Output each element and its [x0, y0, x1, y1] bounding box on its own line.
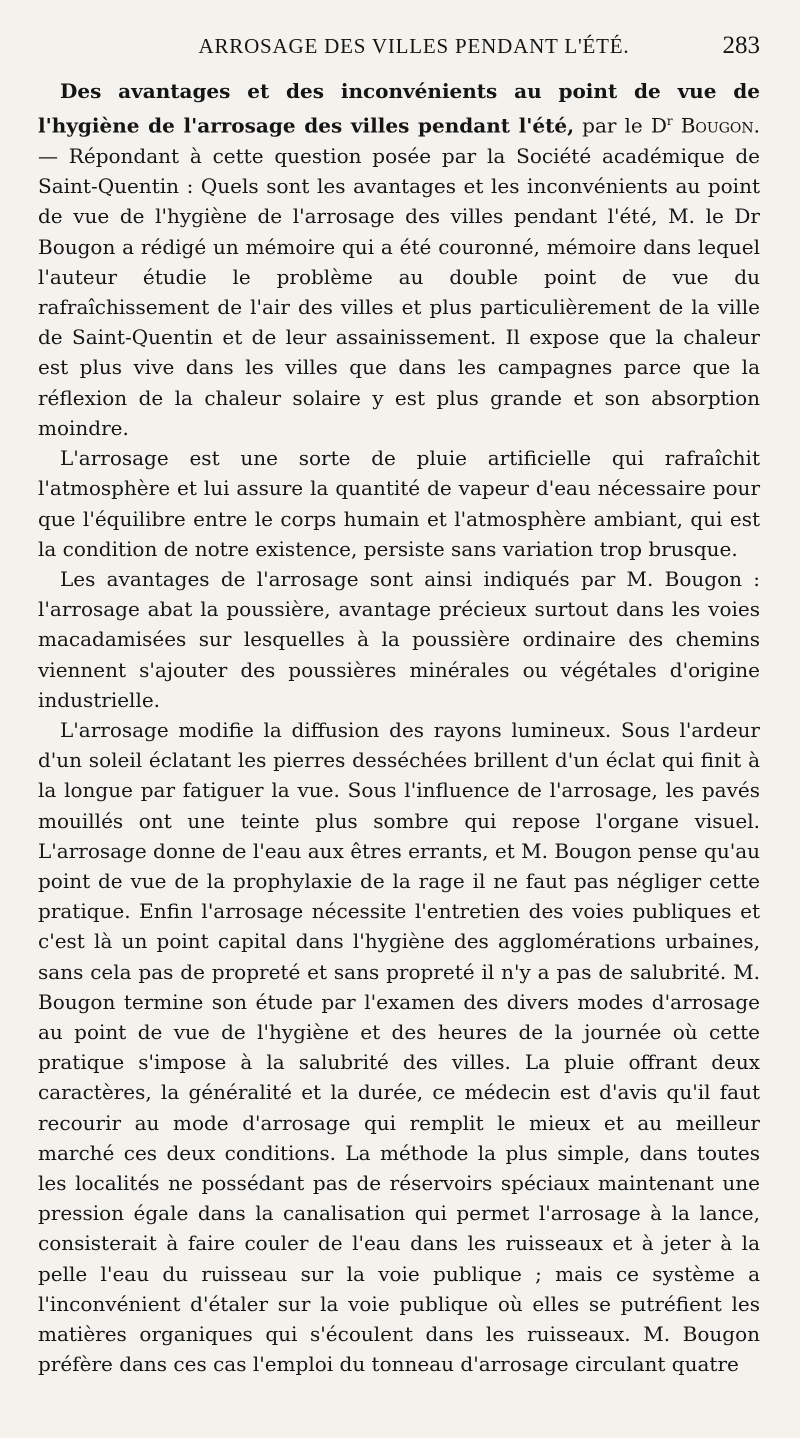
- article-body: [38, 76, 760, 1379]
- page-header: [38, 32, 760, 76]
- byline-prefix: par le D: [574, 113, 667, 138]
- article-paragraph-3: Les avantages de l'arrosage sont ainsi indiqués par M. Bougon : l'arrosage abat la poussière, avantage précieux surtout dans les voies macadamisées sur lesquelles à la poussière ordinaire des chemins viennent s'ajouter des poussières minérales ou végétales d'origine industrielle.: [38, 566, 760, 712]
- article-paragraph-4: L'arrosage modifie la diffusion des rayons lumineux. Sous l'ardeur d'un soleil éclatant les pierres desséchées brillent d'un éclat qui finit à la longue par fatiguer la vue. Sous l'influence de l'arrosage, les pavés mouillés ont une teinte plus sombre qui repose l'organe visuel. L'arrosage donne de l'eau aux êtres errants, et M. Bougon pense qu'au point de vue de la prophylaxie de la rage il ne faut pas négliger cette pratique. Enfin l'arrosage nécessite l'entretien des voies publiques et c'est là un point capital dans l'hygiène des agglomérations urbaines, sans cela pas de propreté et sans propreté il n'y a pas de salubrité. M. Bougon termine son étude par l'examen des divers modes d'arrosage au point de vue de l'hygiène et des heures de la journée où cette pratique s'impose à la salubrité des villes. La pluie offrant deux caractères, la généralité et la durée, ce médecin est d'avis qu'il faut recourir au mode d'arrosage qui remplit le mieux et au meilleur marché ces deux conditions. La méthode la plus simple, dans toutes les localités ne possédant pas de réservoirs spéciaux maintenant une pression égale dans la canalisation qui permet l'arrosage à la lance, consisterait à faire couler de l'eau dans les ruisseaux et à jeter à la pelle l'eau du ruisseau sur la voie publique ; mais ce système a l'inconvénient d'étaler sur la voie publique où elles se putréfient les matières organiques qui s'écoulent dans les ruisseaux. M. Bougon préfère dans ces cas l'emploi du tonneau d'arrosage circulant quatre: [38, 717, 760, 1377]
- running-title: ARROSAGE DES VILLES PENDANT L'ÉTÉ.: [198, 34, 630, 58]
- paragraph-text-1: — Répondant à cette question posée par la Société académique de Saint-Quentin : Quels sont les avantages et les inconvénients au point de vue de l'hygiène de l'arrosage des villes pendant l'été, M. le Dr Bougon a rédigé un mémoire qui a été couronné, mémoire dans lequel l'auteur étudie le problème au double point de vue du rafraîchissement de l'air des villes et plus particulièrement de la ville de Saint-Quentin et de leur assainissement. Il expose que la chaleur est plus vive dans les villes que dans les campagnes parce que la réflexion de la chaleur solaire y est plus grande et son absorption moindre.: [38, 144, 760, 440]
- page-number: 283: [722, 32, 760, 59]
- article-paragraph-1: [38, 76, 760, 443]
- article-title: Des avantages et des inconvénients au point de vue de l'hygiène de l'arrosage des villes pendant l'été,: [38, 79, 760, 138]
- author-name: Bougon.: [672, 113, 760, 138]
- byline-superscript: r: [666, 114, 673, 129]
- article-paragraph-2: L'arrosage est une sorte de pluie artificielle qui rafraîchit l'atmosphère et lui assure la quantité de vapeur d'eau nécessaire pour que l'équilibre entre le corps humain et l'atmosphère ambiant, qui est la condition de notre existence, persiste sans variation trop brusque.: [38, 446, 760, 561]
